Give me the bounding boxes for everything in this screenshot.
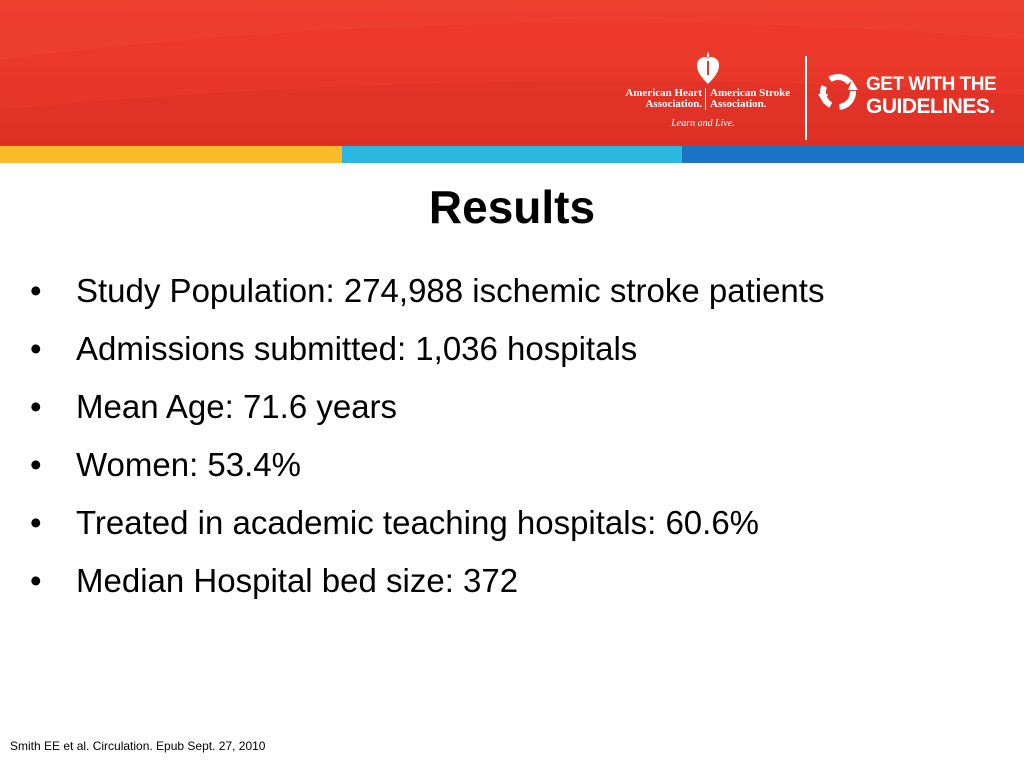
bullet-icon: • — [30, 388, 42, 425]
bullet-icon: • — [30, 504, 42, 541]
list-item: • Admissions submitted: 1,036 hospitals — [30, 320, 824, 378]
asa-name: American Stroke Association. — [710, 87, 791, 110]
list-item: • Women: 53.4% — [30, 436, 824, 494]
bullet-list — [30, 262, 824, 610]
list-item: • Median Hospital bed size: 372 — [30, 552, 824, 610]
bullet-icon: • — [30, 272, 42, 309]
bullet-icon: • — [30, 446, 42, 483]
bullet-icon: • — [30, 330, 42, 367]
logo-separator — [805, 56, 807, 140]
slide-title: Results — [428, 181, 596, 233]
stripe-yellow — [0, 146, 342, 163]
stripe-cyan — [342, 146, 682, 163]
stripe-blue — [682, 146, 1024, 163]
aha-asa-logo — [612, 52, 794, 134]
gwtg-logo-text: GET WITH THE GUIDELINES. — [866, 74, 997, 118]
citation-footer: Smith EE et al. Circulation. Epub Sept. 27, 2010 — [10, 739, 266, 753]
bullet-icon: • — [30, 562, 42, 599]
logo-divider — [705, 88, 706, 110]
recycle-arrows-icon — [816, 70, 860, 114]
list-item: • Treated in academic teaching hospitals: 60.6% — [30, 494, 824, 552]
banner-wave-graphic — [0, 0, 1024, 146]
heart-torch-icon — [696, 52, 720, 86]
header-banner — [0, 0, 1024, 146]
aha-tagline: Learn and Live. — [671, 118, 735, 129]
list-item: • Mean Age: 71.6 years — [30, 378, 824, 436]
aha-name: American Heart Association. — [625, 87, 702, 110]
list-item: • Study Population: 274,988 ischemic stroke patients — [30, 262, 824, 320]
